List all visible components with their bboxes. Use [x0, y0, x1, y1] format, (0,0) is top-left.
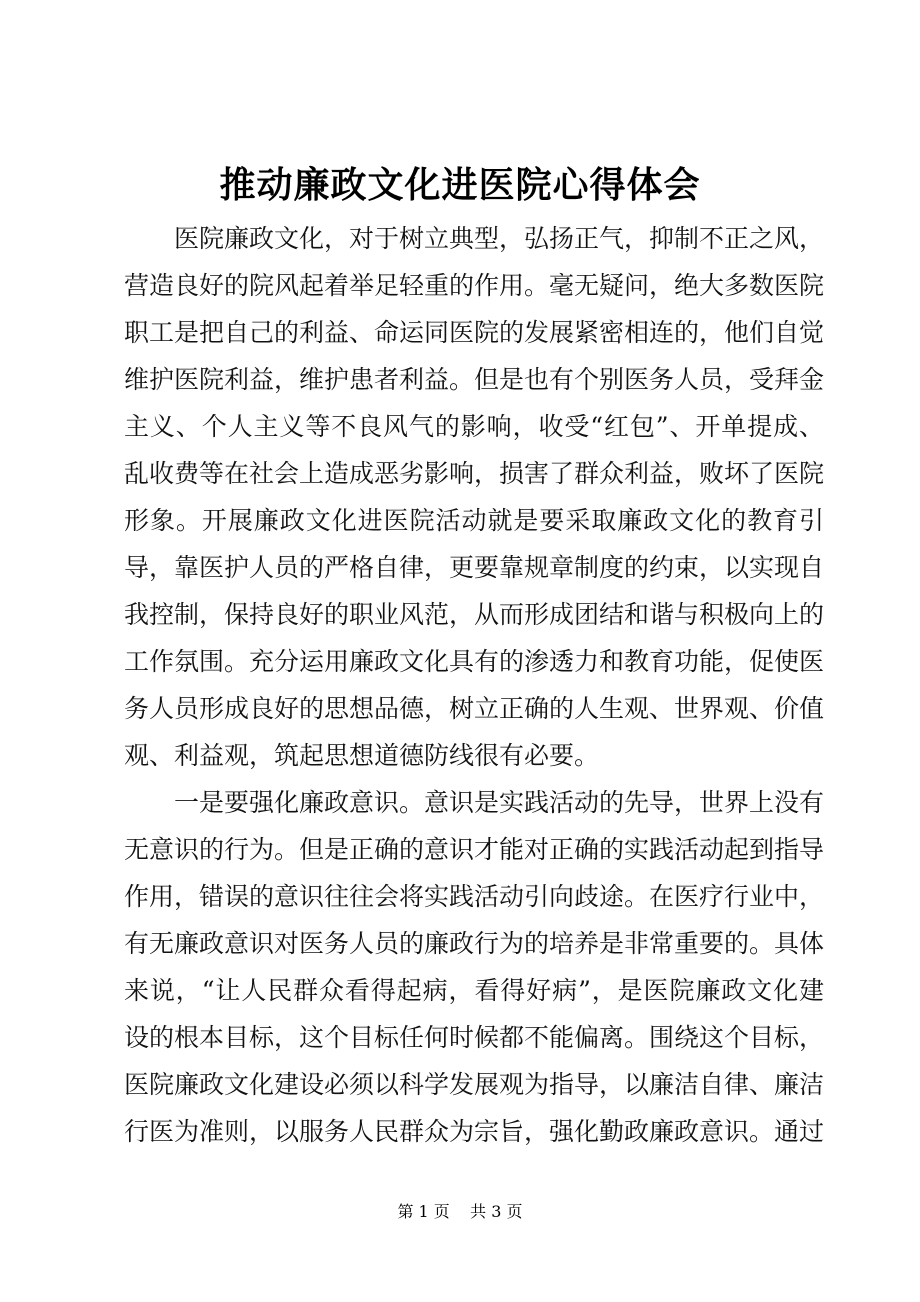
paragraph-1: 医院廉政文化，对于树立典型，弘扬正气，抑制不正之风，营造良好的院风起着举足轻重的作用。毫无疑问，绝大多数医院职工是把自己的利益、命运同医院的发展紧密相连的，他们自觉维护医院利益，维护患者利益。但是也有个别医务人员，受拜金主义、个人主义等不良风气的影响，收受“红包”、开单提成、乱收费等在社会上造成恶劣影响，损害了群众利益，败坏了医院形象。开展廉政文化进医院活动就是要采取廉政文化的教育引导，靠医护人员的严格自律，更要靠规章制度的约束，以实现自我控制，保持良好的职业风范，从而形成团结和谐与积极向上的工作氛围。充分运用廉政文化具有的渗透力和教育功能，促使医务人员形成良好的思想品德，树立正确的人生观、世界观、价值观、利益观，筑起思想道德防线很有必要。: [124, 224, 825, 770]
total-pages: 共 3 页: [470, 1202, 523, 1221]
page-number: 第 1 页: [397, 1202, 450, 1221]
paragraph-2: 一是要强化廉政意识。意识是实践活动的先导，世界上没有无意识的行为。但是正确的意识才能对正确的实践活动起到指导作用，错误的意识往往会将实践活动引向歧途。在医疗行业中，有无廉政意识对医务人员的廉政行为的培养是非常重要的。具体来说，“让人民群众看得起病，看得好病”，是医院廉政文化建设的根本目标，这个目标任何时候都不能偏离。围绕这个目标，医院廉政文化建设必须以科学发展观为指导，以廉洁自律、廉洁行医为准则，以服务人民群众为宗旨，强化勤政廉政意识。通过: [124, 788, 825, 1146]
document-body: [124, 215, 824, 1155]
document-title: 推动廉政文化进医院心得体会: [219, 164, 701, 206]
page-footer: [0, 1198, 920, 1226]
footer-spacer: [455, 1202, 465, 1221]
